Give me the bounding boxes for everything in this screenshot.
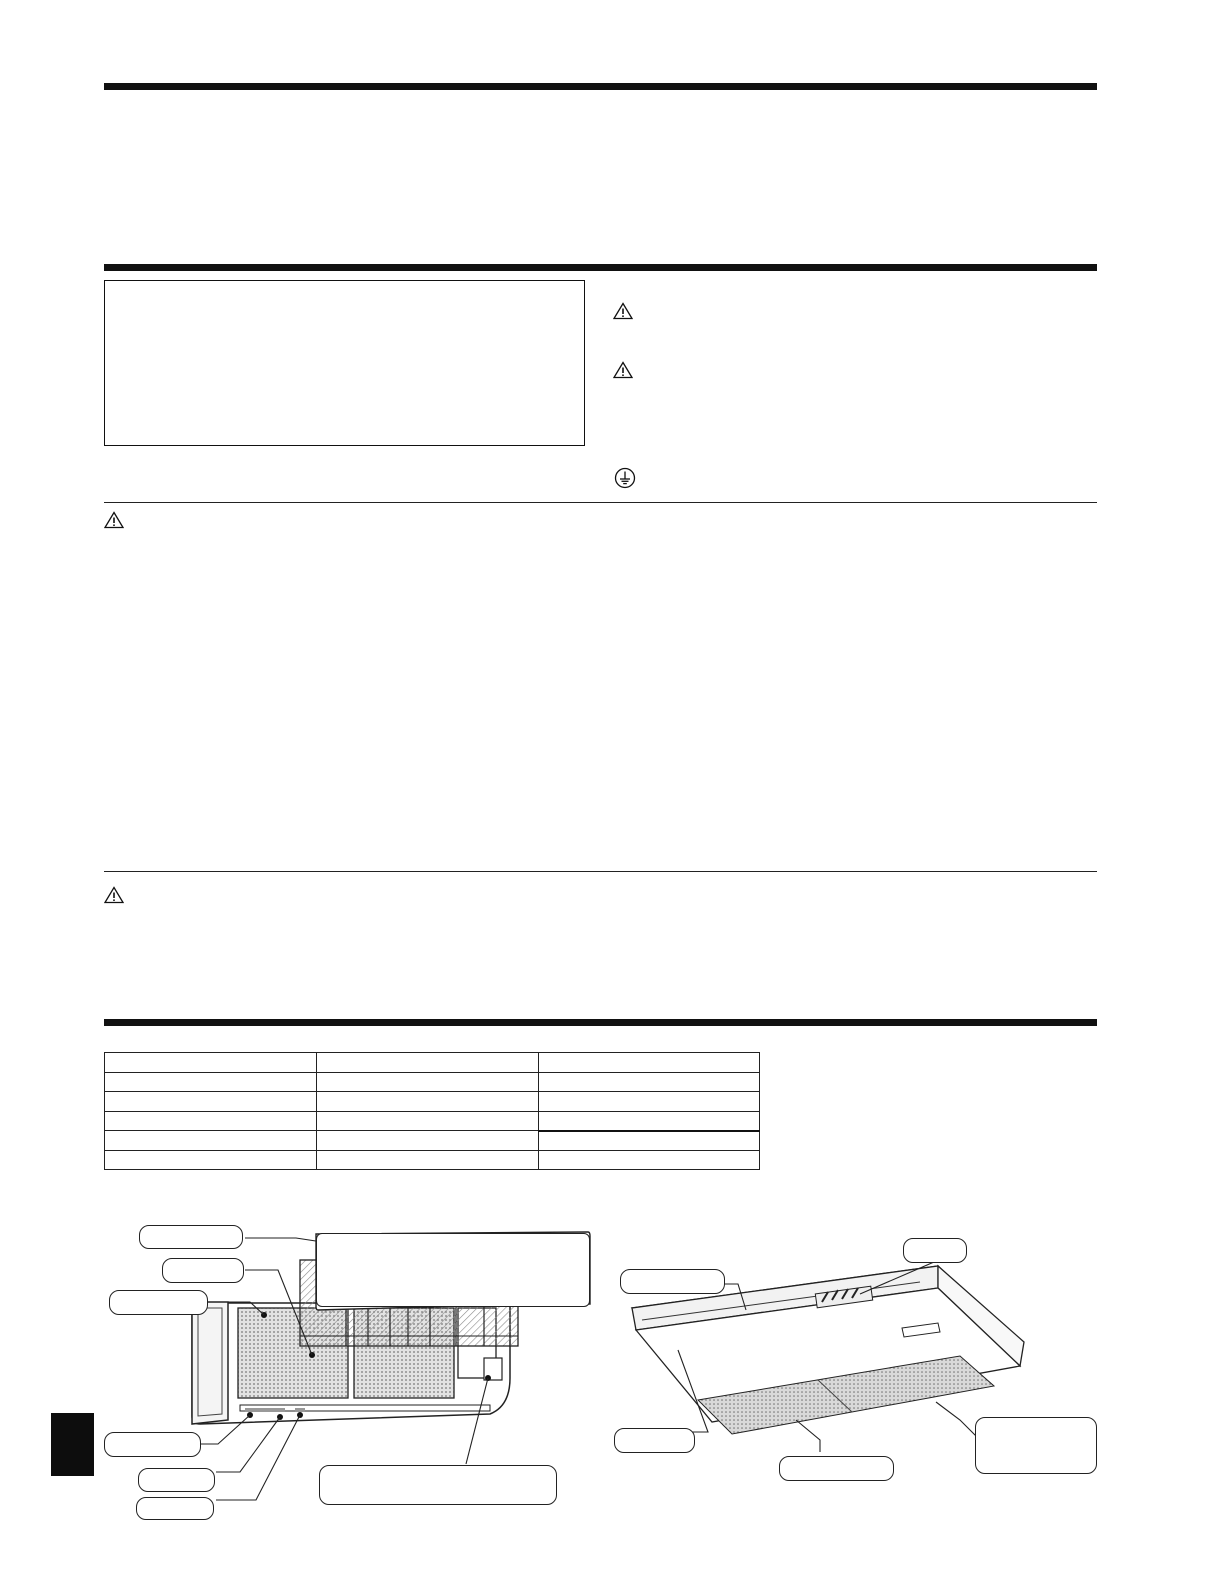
callout-front-panel-detail — [316, 1233, 590, 1307]
callout-air-intake — [779, 1456, 894, 1481]
table-cell — [105, 1150, 317, 1170]
section-2-heading-rule — [104, 264, 1097, 271]
caution-triangle-icon — [613, 361, 633, 379]
callout-front-panel — [139, 1225, 243, 1249]
section-3-heading-rule — [104, 1019, 1097, 1026]
notice-box — [104, 280, 585, 446]
parts-table — [104, 1052, 760, 1170]
table-row — [105, 1150, 760, 1170]
warning-triangle-icon — [104, 511, 124, 529]
table-cell — [105, 1092, 317, 1112]
callout-air-outlet-right — [620, 1269, 725, 1294]
table-row — [105, 1111, 760, 1131]
table-cell — [539, 1150, 760, 1170]
table-cell — [105, 1111, 317, 1131]
table-cell — [105, 1131, 317, 1151]
table-cell — [539, 1111, 760, 1131]
table-cell — [105, 1053, 317, 1073]
callout-vane — [903, 1238, 967, 1263]
table-cell — [317, 1131, 539, 1151]
table-cell — [539, 1092, 760, 1112]
callout-air-cleaning-filter — [109, 1290, 208, 1315]
callout-horizontal-vane — [104, 1432, 201, 1457]
callout-air-outlet — [136, 1497, 214, 1520]
language-tab-marker — [51, 1413, 94, 1476]
table-cell — [539, 1072, 760, 1092]
table-cell — [539, 1131, 760, 1151]
callout-operation-indicator — [319, 1465, 557, 1505]
table-row — [105, 1131, 760, 1151]
table-cell — [105, 1072, 317, 1092]
warning-triangle-icon — [613, 302, 633, 320]
warning-block-divider — [104, 502, 1097, 503]
table-cell — [317, 1053, 539, 1073]
table-cell — [539, 1053, 760, 1073]
callout-air-filter — [162, 1258, 244, 1283]
table-cell — [317, 1092, 539, 1112]
table-cell — [317, 1150, 539, 1170]
caution-block-divider — [104, 871, 1097, 872]
section-1-heading-rule — [104, 83, 1097, 90]
table-row — [105, 1053, 760, 1073]
table-cell — [317, 1072, 539, 1092]
callout-intake-grille — [975, 1417, 1097, 1474]
callout-guide-louver — [614, 1428, 695, 1453]
callout-vertical-vane — [138, 1468, 215, 1492]
table-cell — [317, 1111, 539, 1131]
table-row — [105, 1092, 760, 1112]
caution-triangle-icon — [104, 886, 124, 904]
table-row — [105, 1072, 760, 1092]
ground-symbol-icon — [614, 467, 636, 489]
